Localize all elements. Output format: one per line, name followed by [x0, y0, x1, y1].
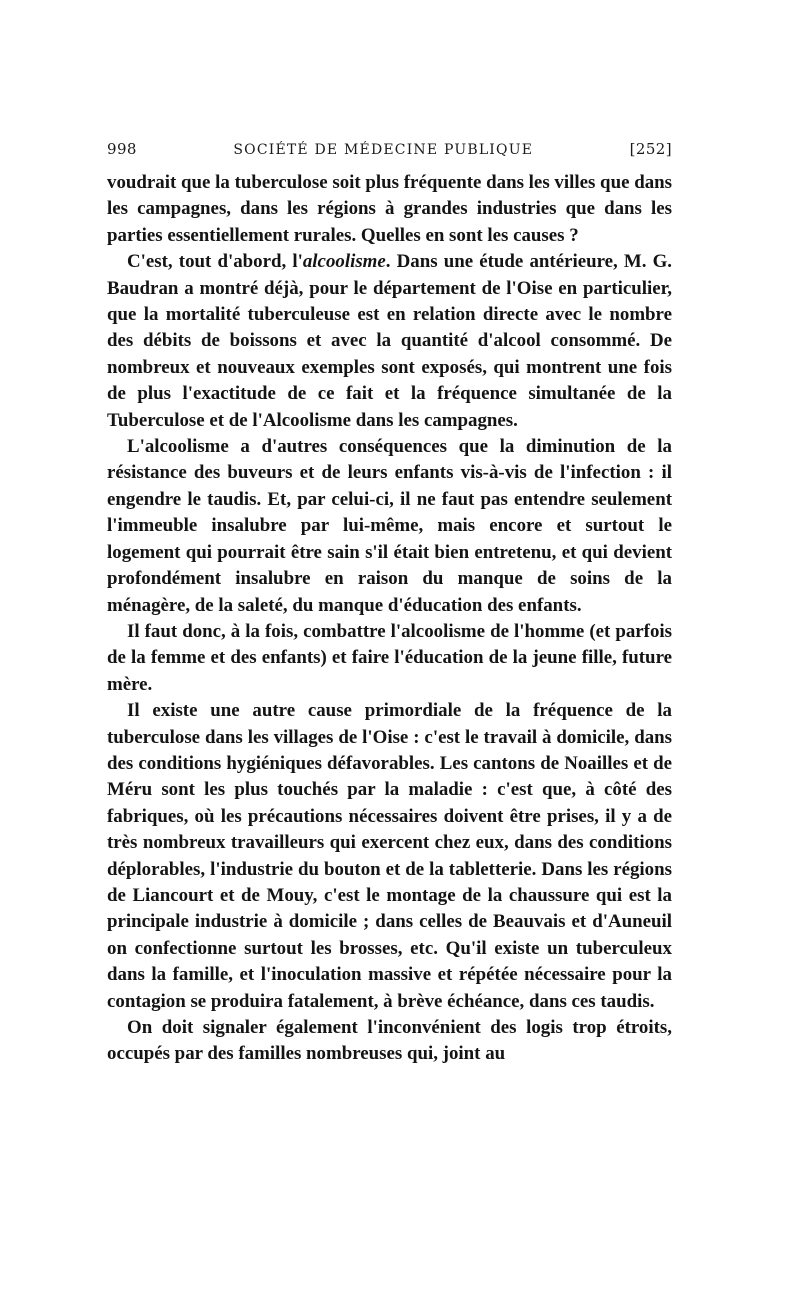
body-text — [107, 170, 672, 1068]
document-page — [107, 140, 672, 1068]
paragraph-2-start: C'est, tout d'abord, l' — [127, 251, 303, 273]
running-header — [107, 140, 672, 170]
paragraph-4: Il faut donc, à la fois, combattre l'alcoolisme de l'homme (et parfois de la femme et des enfants) et faire l'éducation de la jeune fille, future mère. — [107, 620, 672, 695]
paragraph-1: voudrait que la tuberculose soit plus fréquente dans les villes que dans les campagnes, dans les régions à grandes industries que dans les parties essentiellement rurales. Quelles en sont les causes ? — [107, 172, 672, 246]
paragraph-5: Il existe une autre cause primordiale de la fréquence de la tuberculose dans les villages de l'Oise : c'est le travail à domicile, dans des conditions hygiéniques défavorables. Les cantons de Noailles et de Méru sont les plus touchés par la maladie : c'est que, à côté des fabriques, où les précautions nécessaires doivent être prises, il y a de très nombreux travailleurs qui exercent chez eux, dans des conditions déplorables, l'industrie du bouton et de la tabletterie. Dans les régions de Liancourt et de Mouy, c'est le montage de la chaussure qui est la principale industrie à domicile ; dans celles de Beauvais et d'Auneuil on confectionne surtout les brosses, etc. Qu'il existe un tuberculeux dans la famille, et l'inoculation massive et répétée nécessaire pour la contagion se produira fatalement, à brève échéance, dans ces taudis. — [107, 700, 672, 1012]
alcoolisme-emphasis: alcoolisme — [302, 251, 386, 273]
paragraph-6: On doit signaler également l'inconvénient des logis trop étroits, occupés par des familles nombreuses qui, joint au — [107, 1017, 672, 1065]
paragraph-2-rest: . Dans une étude antérieure, M. G. Baudran a montré déjà, pour le département de l'Oise en particulier, que la mortalité tuberculeuse est en relation directe avec le nombre des débits de boissons et avec la quantité d'alcool consommé. De nombreux et nouveaux exemples sont exposés, qui montrent une fois de plus l'exactitude de ce fait et la fréquence simultanée de la Tuberculose et de l'Alcoolisme dans les campagnes. — [107, 251, 672, 431]
paragraph-3: L'alcoolisme a d'autres conséquences que la diminution de la résistance des buveurs et de leurs enfants vis-à-vis de l'infection : il engendre le taudis. Et, par celui-ci, il ne faut pas entendre seulement l'immeuble insalubre par lui-même, mais encore et surtout le logement qui pourrait être sain s'il était bien entretenu, et qui devient profondément insalubre en raison du manque de soins de la ménagère, de la saleté, du manque d'éducation des enfants. — [107, 436, 672, 616]
page-number: 998 — [107, 140, 137, 158]
paragraph-2 — [107, 249, 672, 434]
running-title: SOCIÉTÉ DE MÉDECINE PUBLIQUE — [233, 142, 534, 158]
bracket-page-number: [252] — [629, 140, 672, 158]
